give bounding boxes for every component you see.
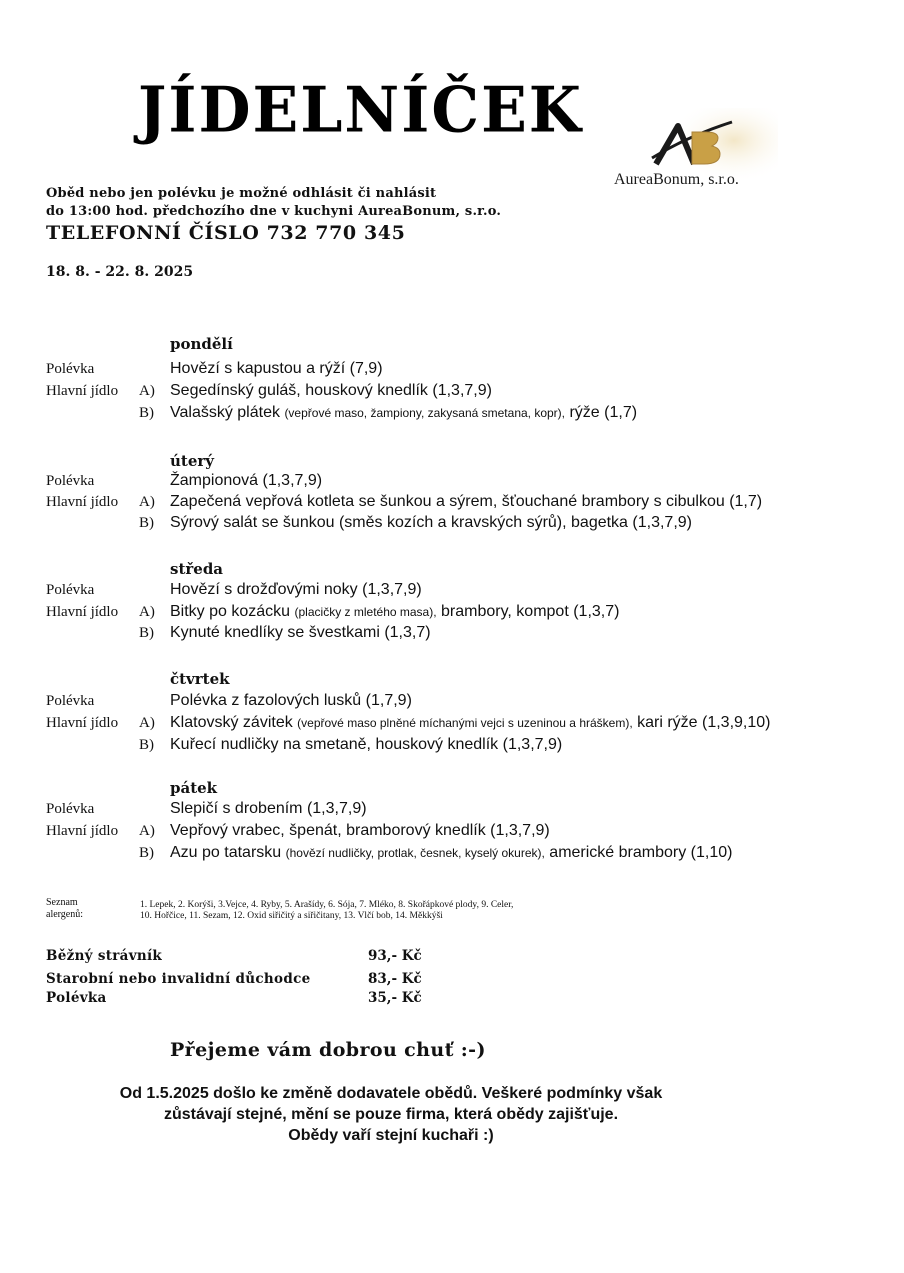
- price-value-soup: 35,- Kč: [368, 990, 422, 1006]
- allergen-label: [46, 897, 83, 921]
- option-a-label: A): [139, 715, 155, 731]
- main-label: Hlavní jídlo: [46, 823, 119, 839]
- option-a-label: A): [139, 604, 155, 620]
- thursday-main-a: [170, 714, 771, 732]
- option-b-label: B): [139, 737, 154, 753]
- day-heading-monday: pondělí: [170, 335, 233, 353]
- price-label-pensioner: Starobní nebo invalidní důchodce: [46, 971, 311, 987]
- dish-rest: kari rýže (1,3,9,10): [637, 714, 771, 731]
- day-heading-thursday: čtvrtek: [170, 670, 230, 688]
- dish-rest: brambory, kompot (1,3,7): [441, 603, 620, 620]
- option-a-label: A): [139, 494, 155, 510]
- main-label: Hlavní jídlo: [46, 494, 119, 510]
- price-label-soup: Polévka: [46, 990, 107, 1006]
- friday-main-a: Vepřový vrabec, špenát, bramborový knedlík (1,3,7,9): [170, 822, 550, 839]
- info-line-2: zůstávají stejné, mění se pouze firma, která obědy zajišťuje.: [163, 1106, 619, 1123]
- main-label: Hlavní jídlo: [46, 715, 119, 731]
- ab-logo-icon: [608, 108, 778, 196]
- monday-main-b: [170, 404, 637, 422]
- thursday-soup: Polévka z fazolových lusků (1,7,9): [170, 692, 412, 709]
- tuesday-main-b: Sýrový salát se šunkou (směs kozích a kravských sýrů), bagetka (1,3,7,9): [170, 514, 692, 531]
- tuesday-soup: Žampionová (1,3,7,9): [170, 472, 323, 489]
- option-b-label: B): [139, 625, 154, 641]
- monday-main-a: Segedínský guláš, houskový knedlík (1,3,7,9): [170, 382, 492, 399]
- dish-note: (hovězí nudličky, protlak, česnek, kyselý okurek),: [285, 846, 545, 860]
- notice-line-1: Oběd nebo jen polévku je možné odhlásit či nahlásit: [46, 186, 437, 201]
- price-value-regular: 93,- Kč: [368, 948, 422, 964]
- allergen-list-line-1: 1. Lepek, 2. Korýši, 3.Vejce, 4. Ryby, 5. Arašídy, 6. Sója, 7. Mléko, 8. Skořápkové plody, 9. Celer,: [140, 900, 514, 910]
- option-b-label: B): [139, 405, 154, 421]
- day-heading-tuesday: úterý: [170, 452, 214, 470]
- option-a-label: A): [139, 823, 155, 839]
- dish-rest: rýže (1,7): [569, 404, 638, 421]
- day-heading-wednesday: středa: [170, 560, 224, 578]
- info-line-1: Od 1.5.2025 došlo ke změně dodavatele obědů. Veškeré podmínky však: [119, 1085, 663, 1102]
- dish-note: (placičky z mletého masa),: [294, 605, 437, 619]
- soup-label: Polévka: [46, 582, 95, 598]
- tuesday-main-a: Zapečená vepřová kotleta se šunkou a sýrem, šťouchané brambory s cibulkou (1,7): [170, 493, 763, 510]
- price-value-pensioner: 83,- Kč: [368, 971, 422, 987]
- dish-rest: americké brambory (1,10): [549, 844, 733, 861]
- dish-note: (vepřové maso plněné míchanými vejci s uzeninou a hráškem),: [297, 716, 633, 730]
- allergen-list-line-2: 10. Hořčice, 11. Sezam, 12. Oxid siřičitý a siřičitany, 13. Vlčí bob, 14. Měkkýši: [140, 911, 443, 921]
- dish-name: Azu po tatarsku: [170, 844, 282, 861]
- option-b-label: B): [139, 845, 154, 861]
- page-title: JÍDELNÍČEK: [138, 74, 583, 148]
- dish-name: Klatovský závitek: [170, 714, 293, 731]
- friday-main-b: [170, 844, 732, 862]
- soup-label: Polévka: [46, 361, 95, 377]
- option-b-label: B): [139, 515, 154, 531]
- company-logo: [608, 108, 778, 196]
- soup-label: Polévka: [46, 801, 95, 817]
- soup-label: Polévka: [46, 473, 95, 489]
- dish-note: (vepřové maso, žampiony, zakysaná smetana, kopr),: [284, 406, 566, 420]
- allergen-label-line-2: alergenů:: [46, 909, 84, 920]
- menu-dates: 18. 8. - 22. 8. 2025: [46, 264, 194, 280]
- wednesday-soup: Hovězí s drožďovými noky (1,3,7,9): [170, 581, 422, 598]
- notice-line-2: do 13:00 hod. předchozího dne v kuchyni AureaBonum, s.r.o.: [46, 204, 502, 219]
- price-label-regular: Běžný strávník: [46, 948, 163, 964]
- main-label: Hlavní jídlo: [46, 383, 119, 399]
- soup-label: Polévka: [46, 693, 95, 709]
- monday-soup: Hovězí s kapustou a rýží (7,9): [170, 360, 383, 377]
- dish-name: Valašský plátek: [170, 404, 280, 421]
- day-heading-friday: pátek: [170, 779, 218, 797]
- logo-text: AureaBonum, s.r.o.: [614, 171, 739, 188]
- thursday-main-b: Kuřecí nudličky na smetaně, houskový knedlík (1,3,7,9): [170, 736, 563, 753]
- dish-name: Bitky po kozácku: [170, 603, 291, 620]
- option-a-label: A): [139, 383, 155, 399]
- info-line-3: Obědy vaří stejní kuchaři :): [288, 1127, 494, 1144]
- wednesday-main-a: [170, 603, 619, 621]
- friday-soup: Slepičí s drobením (1,3,7,9): [170, 800, 367, 817]
- allergen-label-line-1: Seznam: [46, 897, 78, 908]
- main-label: Hlavní jídlo: [46, 604, 119, 620]
- wednesday-main-b: Kynuté knedlíky se švestkami (1,3,7): [170, 624, 431, 641]
- phone-number: TELEFONNÍ ČÍSLO 732 770 345: [46, 222, 406, 244]
- wish-text: Přejeme vám dobrou chuť :-): [170, 1039, 486, 1061]
